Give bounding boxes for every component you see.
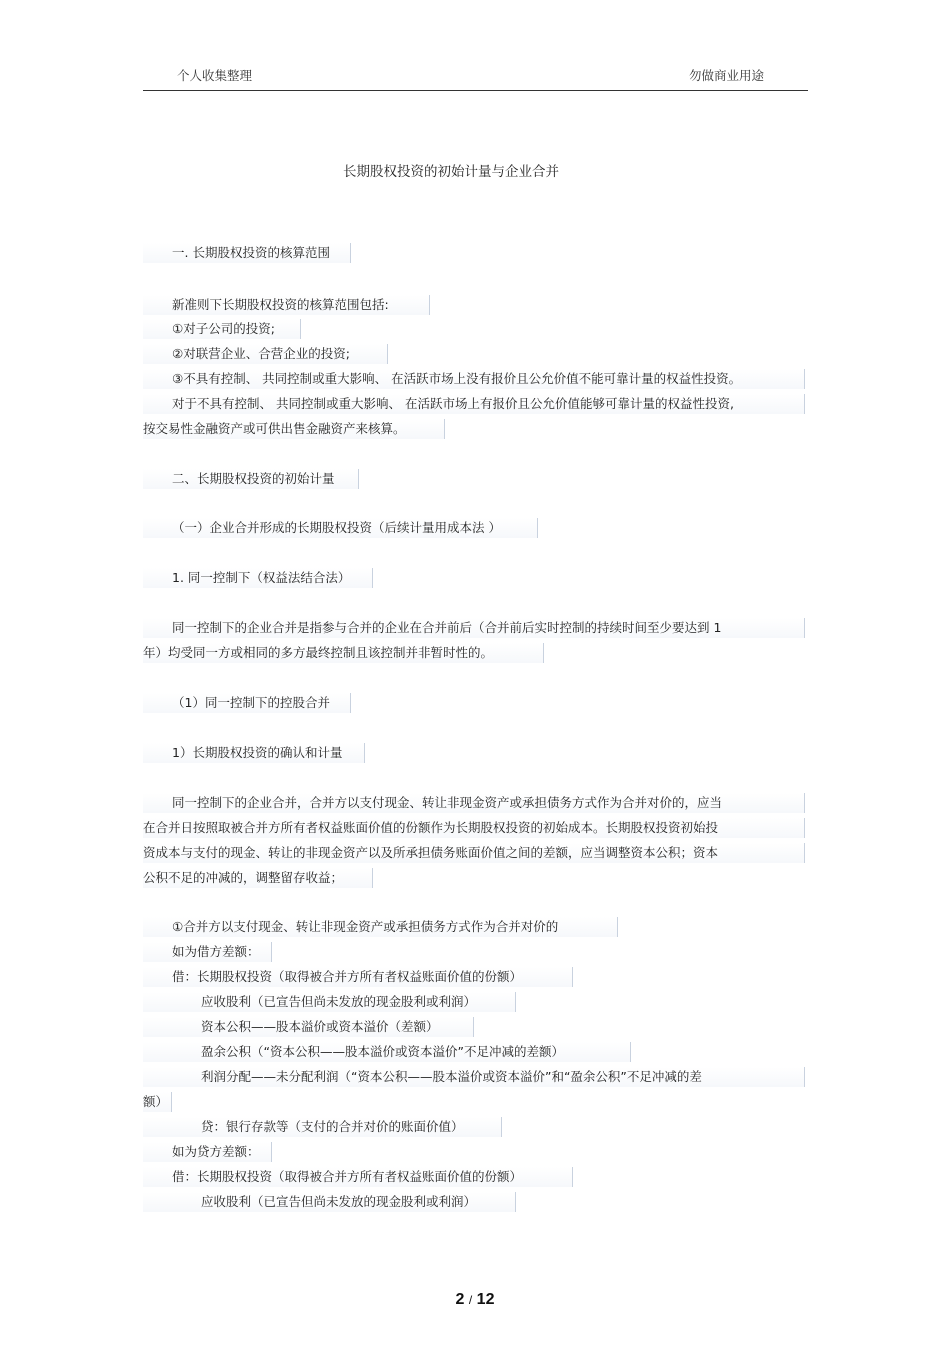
paragraph-line: ①合并方以支付现金、转让非现金资产或承担债务方式作为合并对价的 — [143, 917, 618, 937]
paragraph-line: 在合并日按照取被合并方所有者权益账面价值的份额作为长期股权投资的初始成本。长期股权投资初始投 — [143, 818, 805, 838]
paragraph-line: 资成本与支付的现金、转让的非现金资产以及所承担债务账面价值之间的差额，应当调整资本公积；资本 — [143, 843, 805, 863]
paragraph-line: 年）均受同一方或相同的多方最终控制且该控制并非暂时性的。 — [143, 643, 544, 663]
subsection-heading: （一）企业合并形成的长期股权投资（后续计量用成本法 ） — [143, 518, 538, 538]
header-divider — [143, 90, 808, 91]
page-current: 2 — [455, 1291, 465, 1308]
journal-entry-line: 贷：银行存款等（支付的合并对价的账面价值） — [143, 1117, 502, 1137]
journal-entry-line: 盈余公积（“资本公积——股本溢价或资本溢价”不足冲减的差额） — [143, 1042, 631, 1062]
list-item: ③不具有控制、 共同控制或重大影响、 在活跃市场上没有报价且公允价值不能可靠计量的权益性投资。 — [143, 369, 805, 389]
journal-entry-line: 借：长期股权投资（取得被合并方所有者权益账面价值的份额） — [143, 967, 573, 987]
paragraph-line: 按交易性金融资产或可供出售金融资产来核算。 — [143, 419, 445, 439]
page-separator: / — [468, 1293, 473, 1307]
page-number — [0, 1291, 950, 1309]
header-right-text: 勿做商业用途 — [688, 68, 764, 83]
page-total: 12 — [476, 1291, 495, 1308]
journal-entry-line: 借：长期股权投资（取得被合并方所有者权益账面价值的份额） — [143, 1167, 573, 1187]
header-left-text: 个人收集整理 — [177, 68, 253, 83]
subsection-heading: （1）同一控制下的控股合并 — [143, 693, 351, 713]
list-item: ①对子公司的投资; — [143, 319, 301, 339]
journal-entry-line: 利润分配——未分配利润（“资本公积——股本溢价或资本溢价”和“盈余公积”不足冲减的差 — [143, 1067, 805, 1087]
subsection-heading: 1）长期股权投资的确认和计量 — [143, 743, 365, 763]
subsection-heading: 1. 同一控制下（权益法结合法） — [143, 568, 373, 588]
paragraph-line: 如为贷方差额： — [143, 1142, 272, 1162]
journal-entry-line: 应收股利（已宣告但尚未发放的现金股利或利润） — [143, 992, 516, 1012]
paragraph-line: 对于不具有控制、 共同控制或重大影响、 在活跃市场上有报价且公允价值能够可靠计量的权益性投资, — [143, 394, 805, 414]
paragraph-line: 同一控制下的企业合并是指参与合并的企业在合并前后（合并前后实时控制的持续时间至少要达到 1 — [143, 618, 805, 638]
list-item: ②对联营企业、合营企业的投资; — [143, 344, 388, 364]
paragraph-line: 如为借方差额： — [143, 942, 272, 962]
document-title: 长期股权投资的初始计量与企业合并 — [343, 164, 559, 180]
paragraph-line: 同一控制下的企业合并，合并方以支付现金、转让非现金资产或承担债务方式作为合并对价的，应当 — [143, 793, 805, 813]
paragraph-line: 新准则下长期股权投资的核算范围包括: — [143, 295, 430, 315]
section-heading: 二、长期股权投资的初始计量 — [143, 469, 359, 489]
paragraph-line: 公积不足的冲减的，调整留存收益； — [143, 868, 373, 888]
section-heading: 一. 长期股权投资的核算范围 — [143, 243, 351, 263]
journal-entry-line: 资本公积——股本溢价或资本溢价（差额） — [143, 1017, 474, 1037]
journal-entry-line: 应收股利（已宣告但尚未发放的现金股利或利润） — [143, 1192, 516, 1212]
journal-entry-line: 额） — [143, 1092, 172, 1112]
